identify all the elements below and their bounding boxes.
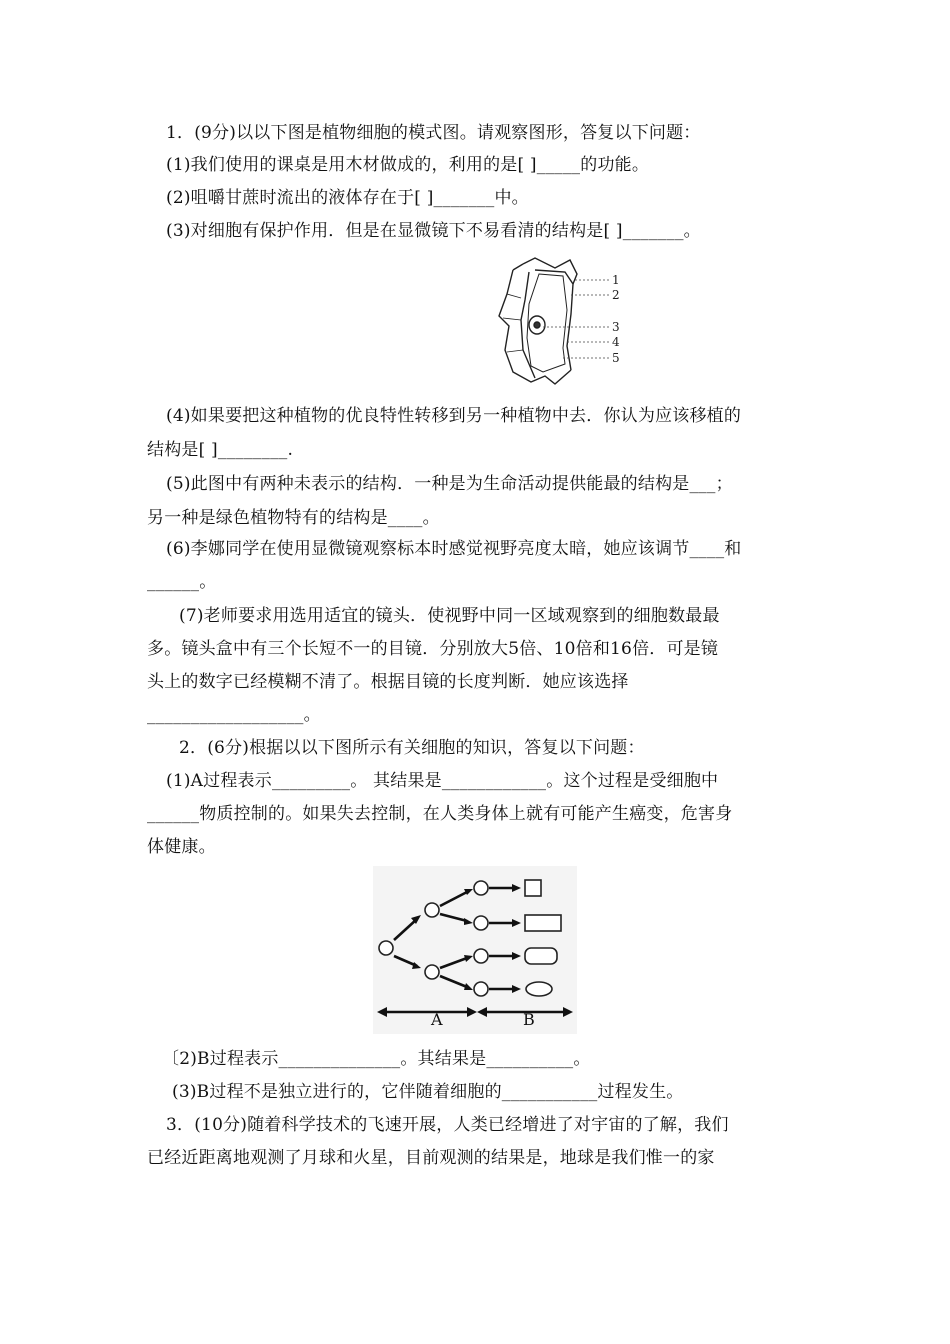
daughter-cell-lower xyxy=(425,965,439,979)
q1-part5-line2: 另一种是绿色植物特有的结构是____。 xyxy=(147,508,440,528)
q1-part4-line2: 结构是[ ]________. xyxy=(147,440,294,460)
q1-part2: (2)咀嚼甘蔗时流出的液体存在于[ ]_______中。 xyxy=(166,188,529,208)
parent-cell xyxy=(379,941,393,955)
cell-division-figure xyxy=(373,866,577,1034)
q1-part4-line1: (4)如果要把这种植物的优良特性转移到另一种植物中去．你认为应该移植的 xyxy=(166,406,742,426)
plant-cell-figure xyxy=(495,254,630,390)
cell-a2 xyxy=(474,916,488,930)
q1-part7-line3: 头上的数字已经模糊不清了。根据目镜的长度判断．她应该选择 xyxy=(147,672,629,692)
label-leader-lines xyxy=(543,280,609,358)
q1-part1: (1)我们使用的课桌是用木材做成的，利用的是[ ]_____的功能。 xyxy=(166,155,650,175)
q2-stem: 2．(6分)根据以以下图所示有关细胞的知识，答复以下问题： xyxy=(179,738,645,758)
differentiated-square-cell xyxy=(525,880,541,896)
q1-part7-line2: 多。镜头盒中有三个长短不一的目镜．分别放大5倍、10倍和16倍．可是镜 xyxy=(147,639,719,659)
q1-part7-line4: __________________。 xyxy=(147,705,321,725)
q1-part5-line1: (5)此图中有两种未表示的结构．一种是为生命活动提供能最的结构是___； xyxy=(166,474,733,494)
q1-part6-line1: (6)李娜同学在使用显微镜观察标本时感觉视野亮度太暗，她应该调节____和 xyxy=(166,539,742,559)
q3-stem-line1: 3．(10分)随着科学技术的飞速开展，人类已经增进了对宇宙的了解，我们 xyxy=(166,1115,729,1135)
q2-part2: 〔2)B过程表示______________。其结果是__________。 xyxy=(162,1049,591,1069)
daughter-cell-upper xyxy=(425,903,439,917)
cell-label-3: 3 xyxy=(612,320,620,334)
cell-label-5: 5 xyxy=(612,351,620,365)
process-label-a: A xyxy=(431,1010,443,1029)
differentiated-oval-cell xyxy=(526,982,552,996)
q1-part3: (3)对细胞有保护作用．但是在显微镜下不易看清的结构是[ ]_______。 xyxy=(166,221,701,241)
q1-part6-line2: ______。 xyxy=(147,572,217,592)
q2-part3: (3)B过程不是独立进行的，它伴随着细胞的___________过程发生。 xyxy=(172,1082,684,1102)
cell-label-4: 4 xyxy=(612,335,620,349)
cell-a3 xyxy=(474,949,488,963)
cell-label-2: 2 xyxy=(612,288,620,302)
differentiated-rounded-cell xyxy=(525,948,557,964)
q2-part1-line3: 体健康。 xyxy=(147,837,216,857)
cell-a4 xyxy=(474,982,488,996)
cell-a1 xyxy=(474,881,488,895)
q2-part1-line2: ______物质控制的。如果失去控制，在人类身体上就有可能产生癌变，危害身 xyxy=(147,804,733,824)
q1-part7-line1: (7)老师要求用选用适宜的镜头．使视野中同一区域观察到的细胞数最最 xyxy=(179,606,720,626)
q2-part1-line1: (1)A过程表示_________。 其结果是____________。这个过程是受细胞中 xyxy=(166,771,719,791)
q1-stem: 1．(9分)以以下图是植物细胞的模式图。请观察图形，答复以下问题： xyxy=(166,123,701,143)
cell-label-1: 1 xyxy=(612,273,620,287)
plant-cell-drawing xyxy=(499,258,577,384)
process-label-b: B xyxy=(523,1010,535,1029)
differentiated-rect-cell xyxy=(525,915,561,931)
q3-stem-line2: 已经近距离地观测了月球和火星，目前观测的结果是，地球是我们惟一的家 xyxy=(147,1148,715,1168)
